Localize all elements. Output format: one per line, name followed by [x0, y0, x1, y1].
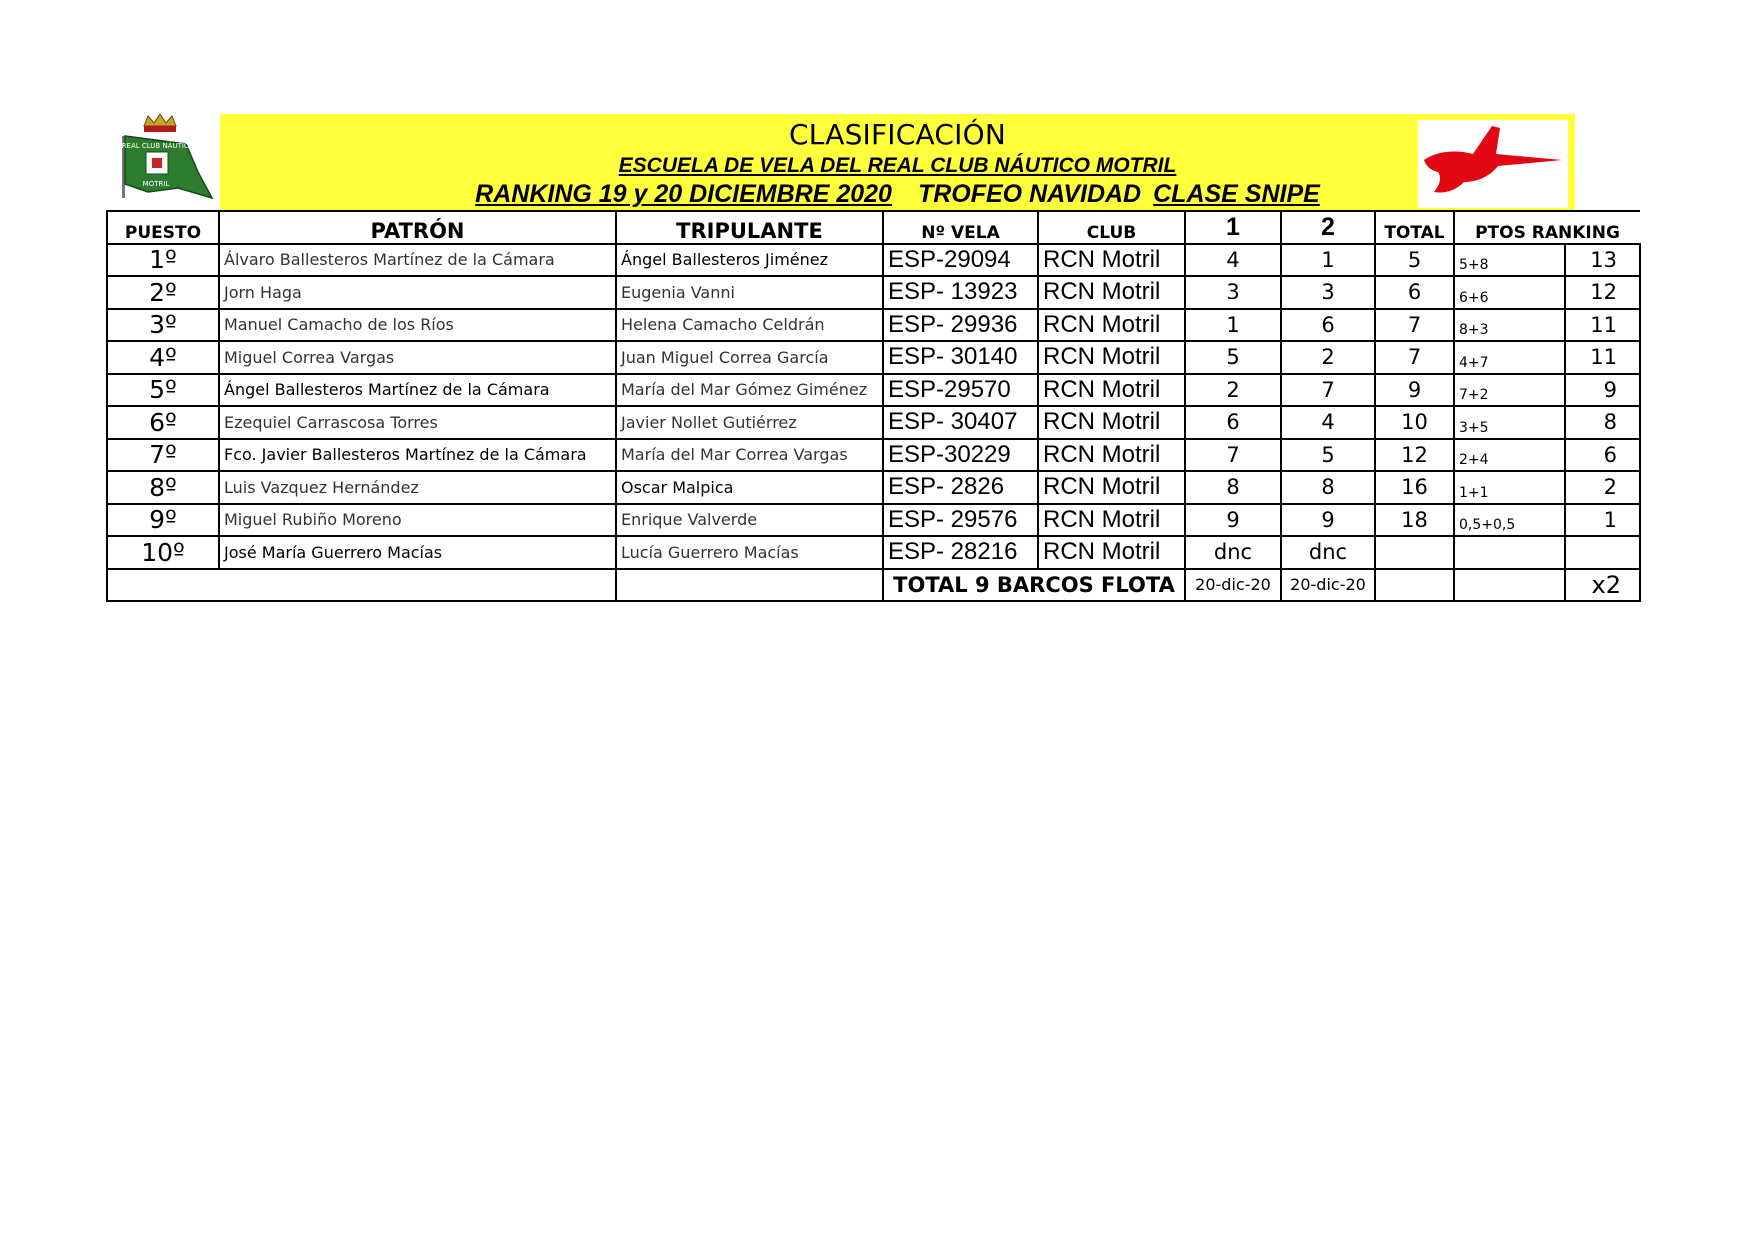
- race-1-cell: 1: [1185, 309, 1281, 342]
- col-header-tripulante: TRIPULANTE: [616, 211, 883, 244]
- table-row: [107, 341, 1640, 374]
- race-2-cell: 3: [1281, 276, 1375, 309]
- club-cell: RCN Motril: [1038, 309, 1185, 342]
- tripulante-cell: María del Mar Gómez Giménez: [616, 374, 883, 407]
- event-line: [220, 180, 1575, 209]
- patron-cell: Ángel Ballesteros Martínez de la Cámara: [219, 374, 616, 407]
- patron-cell: Luis Vazquez Hernández: [219, 471, 616, 504]
- event-trophy: TROFEO NAVIDAD: [917, 180, 1142, 208]
- col-header-club: CLUB: [1038, 211, 1185, 244]
- ranking-sum-cell: 1+1: [1454, 471, 1565, 504]
- total-cell: 6: [1375, 276, 1454, 309]
- race-2-date: 20-dic-20: [1281, 569, 1375, 602]
- race-1-cell: 9: [1185, 504, 1281, 537]
- race-2-cell: 7: [1281, 374, 1375, 407]
- patron-cell: Manuel Camacho de los Ríos: [219, 309, 616, 342]
- club-cell: RCN Motril: [1038, 439, 1185, 472]
- ranking-sum-cell: 0,5+0,5: [1454, 504, 1565, 537]
- tripulante-cell: Lucía Guerrero Macías: [616, 536, 883, 569]
- tripulante-cell: Eugenia Vanni: [616, 276, 883, 309]
- tripulante-cell: Enrique Valverde: [616, 504, 883, 537]
- ranking-sum-cell: 3+5: [1454, 406, 1565, 439]
- tripulante-cell: Oscar Malpica: [616, 471, 883, 504]
- sail-number-cell: ESP- 2826: [883, 471, 1038, 504]
- sail-number-cell: ESP-29570: [883, 374, 1038, 407]
- ranking-points-cell: 11: [1565, 309, 1640, 342]
- race-1-cell: 2: [1185, 374, 1281, 407]
- tripulante-cell: María del Mar Correa Vargas: [616, 439, 883, 472]
- table-row: [107, 309, 1640, 342]
- race-1-cell: 8: [1185, 471, 1281, 504]
- position-cell: 10º: [107, 536, 219, 569]
- sail-number-cell: ESP- 29936: [883, 309, 1038, 342]
- race-2-cell: 8: [1281, 471, 1375, 504]
- crest-text-top: REAL CLUB NÁUTICO: [121, 142, 195, 150]
- patron-cell: Miguel Correa Vargas: [219, 341, 616, 374]
- col-header-race-1: 1: [1185, 211, 1281, 244]
- sail-number-cell: ESP- 28216: [883, 536, 1038, 569]
- table-row: [107, 536, 1640, 569]
- total-cell: [1375, 536, 1454, 569]
- total-cell: 7: [1375, 309, 1454, 342]
- position-cell: 7º: [107, 439, 219, 472]
- race-2-cell: 2: [1281, 341, 1375, 374]
- race-2-cell: 1: [1281, 244, 1375, 277]
- col-header-race-2: 2: [1281, 211, 1375, 244]
- col-header-ranking: PTOS RANKING: [1454, 211, 1640, 244]
- patron-cell: Miguel Rubiño Moreno: [219, 504, 616, 537]
- footer-empty-2: [616, 569, 883, 602]
- total-cell: 12: [1375, 439, 1454, 472]
- table-footer-row: [107, 569, 1640, 602]
- sail-number-cell: ESP-29094: [883, 244, 1038, 277]
- ranking-sum-cell: 8+3: [1454, 309, 1565, 342]
- race-1-cell: dnc: [1185, 536, 1281, 569]
- club-cell: RCN Motril: [1038, 536, 1185, 569]
- sail-number-cell: ESP- 13923: [883, 276, 1038, 309]
- race-1-cell: 7: [1185, 439, 1281, 472]
- position-cell: 4º: [107, 341, 219, 374]
- race-2-cell: 9: [1281, 504, 1375, 537]
- position-cell: 9º: [107, 504, 219, 537]
- sail-number-cell: ESP- 30140: [883, 341, 1038, 374]
- ranking-sum-cell: 6+6: [1454, 276, 1565, 309]
- tripulante-cell: Juan Miguel Correa García: [616, 341, 883, 374]
- club-crest-logo: [108, 114, 218, 210]
- position-cell: 2º: [107, 276, 219, 309]
- race-1-date: 20-dic-20: [1185, 569, 1281, 602]
- sail-number-cell: ESP- 29576: [883, 504, 1038, 537]
- col-header-vela: Nº VELA: [883, 211, 1038, 244]
- ranking-sum-cell: 5+8: [1454, 244, 1565, 277]
- event-ranking: RANKING 19 y 20 DICIEMBRE 2020: [475, 180, 892, 208]
- table-row: [107, 406, 1640, 439]
- school-subtitle: ESCUELA DE VELA DEL REAL CLUB NÁUTICO MOTRIL: [618, 154, 1177, 177]
- ranking-points-cell: 13: [1565, 244, 1640, 277]
- club-cell: RCN Motril: [1038, 341, 1185, 374]
- total-cell: 9: [1375, 374, 1454, 407]
- patron-cell: Jorn Haga: [219, 276, 616, 309]
- col-header-total: TOTAL: [1375, 211, 1454, 244]
- position-cell: 1º: [107, 244, 219, 277]
- table-header-row: [107, 211, 1640, 244]
- club-cell: RCN Motril: [1038, 504, 1185, 537]
- table-row: [107, 471, 1640, 504]
- ranking-sum-cell: 7+2: [1454, 374, 1565, 407]
- race-2-cell: 5: [1281, 439, 1375, 472]
- club-cell: RCN Motril: [1038, 276, 1185, 309]
- ranking-points-cell: 2: [1565, 471, 1640, 504]
- header-band: [220, 114, 1575, 210]
- ranking-points-cell: 9: [1565, 374, 1640, 407]
- position-cell: 3º: [107, 309, 219, 342]
- ranking-sum-cell: [1454, 536, 1565, 569]
- ranking-points-cell: 6: [1565, 439, 1640, 472]
- ranking-points-cell: 8: [1565, 406, 1640, 439]
- snipe-logo: [1418, 120, 1568, 208]
- race-1-cell: 5: [1185, 341, 1281, 374]
- ranking-points-cell: 12: [1565, 276, 1640, 309]
- position-cell: 6º: [107, 406, 219, 439]
- ranking-points-cell: 1: [1565, 504, 1640, 537]
- table-row: [107, 374, 1640, 407]
- page-title: CLASIFICACIÓN: [789, 118, 1006, 151]
- footer-empty-4: [1454, 569, 1565, 602]
- race-2-cell: dnc: [1281, 536, 1375, 569]
- ranking-multiplier: x2: [1565, 569, 1640, 602]
- ranking-points-cell: 11: [1565, 341, 1640, 374]
- ranking-sum-cell: 4+7: [1454, 341, 1565, 374]
- patron-cell: Álvaro Ballesteros Martínez de la Cámara: [219, 244, 616, 277]
- table-row: [107, 244, 1640, 277]
- results-table: [106, 210, 1641, 602]
- footer-empty-3: [1375, 569, 1454, 602]
- total-cell: 10: [1375, 406, 1454, 439]
- tripulante-cell: Ángel Ballesteros Jiménez: [616, 244, 883, 277]
- race-2-cell: 4: [1281, 406, 1375, 439]
- ranking-sum-cell: 2+4: [1454, 439, 1565, 472]
- crest-text-bottom: MOTRIL: [142, 180, 170, 188]
- race-1-cell: 6: [1185, 406, 1281, 439]
- snipe-bird-icon: [1418, 120, 1568, 208]
- table-row: [107, 276, 1640, 309]
- sail-number-cell: ESP- 30407: [883, 406, 1038, 439]
- club-cell: RCN Motril: [1038, 244, 1185, 277]
- club-cell: RCN Motril: [1038, 406, 1185, 439]
- total-cell: 5: [1375, 244, 1454, 277]
- tripulante-cell: Javier Nollet Gutiérrez: [616, 406, 883, 439]
- fleet-total: TOTAL 9 BARCOS FLOTA: [883, 569, 1185, 602]
- table-row: [107, 504, 1640, 537]
- patron-cell: Fco. Javier Ballesteros Martínez de la Cámara: [219, 439, 616, 472]
- patron-cell: José María Guerrero Macías: [219, 536, 616, 569]
- club-cell: RCN Motril: [1038, 374, 1185, 407]
- race-2-cell: 6: [1281, 309, 1375, 342]
- patron-cell: Ezequiel Carrascosa Torres: [219, 406, 616, 439]
- position-cell: 8º: [107, 471, 219, 504]
- total-cell: 18: [1375, 504, 1454, 537]
- race-1-cell: 4: [1185, 244, 1281, 277]
- club-cell: RCN Motril: [1038, 471, 1185, 504]
- tripulante-cell: Helena Camacho Celdrán: [616, 309, 883, 342]
- position-cell: 5º: [107, 374, 219, 407]
- table-row: [107, 439, 1640, 472]
- event-class: CLASE SNIPE: [1153, 180, 1320, 208]
- race-1-cell: 3: [1185, 276, 1281, 309]
- col-header-puesto: PUESTO: [107, 211, 219, 244]
- sail-number-cell: ESP-30229: [883, 439, 1038, 472]
- total-cell: 7: [1375, 341, 1454, 374]
- total-cell: 16: [1375, 471, 1454, 504]
- ranking-points-cell: [1565, 536, 1640, 569]
- footer-empty-1: [107, 569, 616, 602]
- col-header-patron: PATRÓN: [219, 211, 616, 244]
